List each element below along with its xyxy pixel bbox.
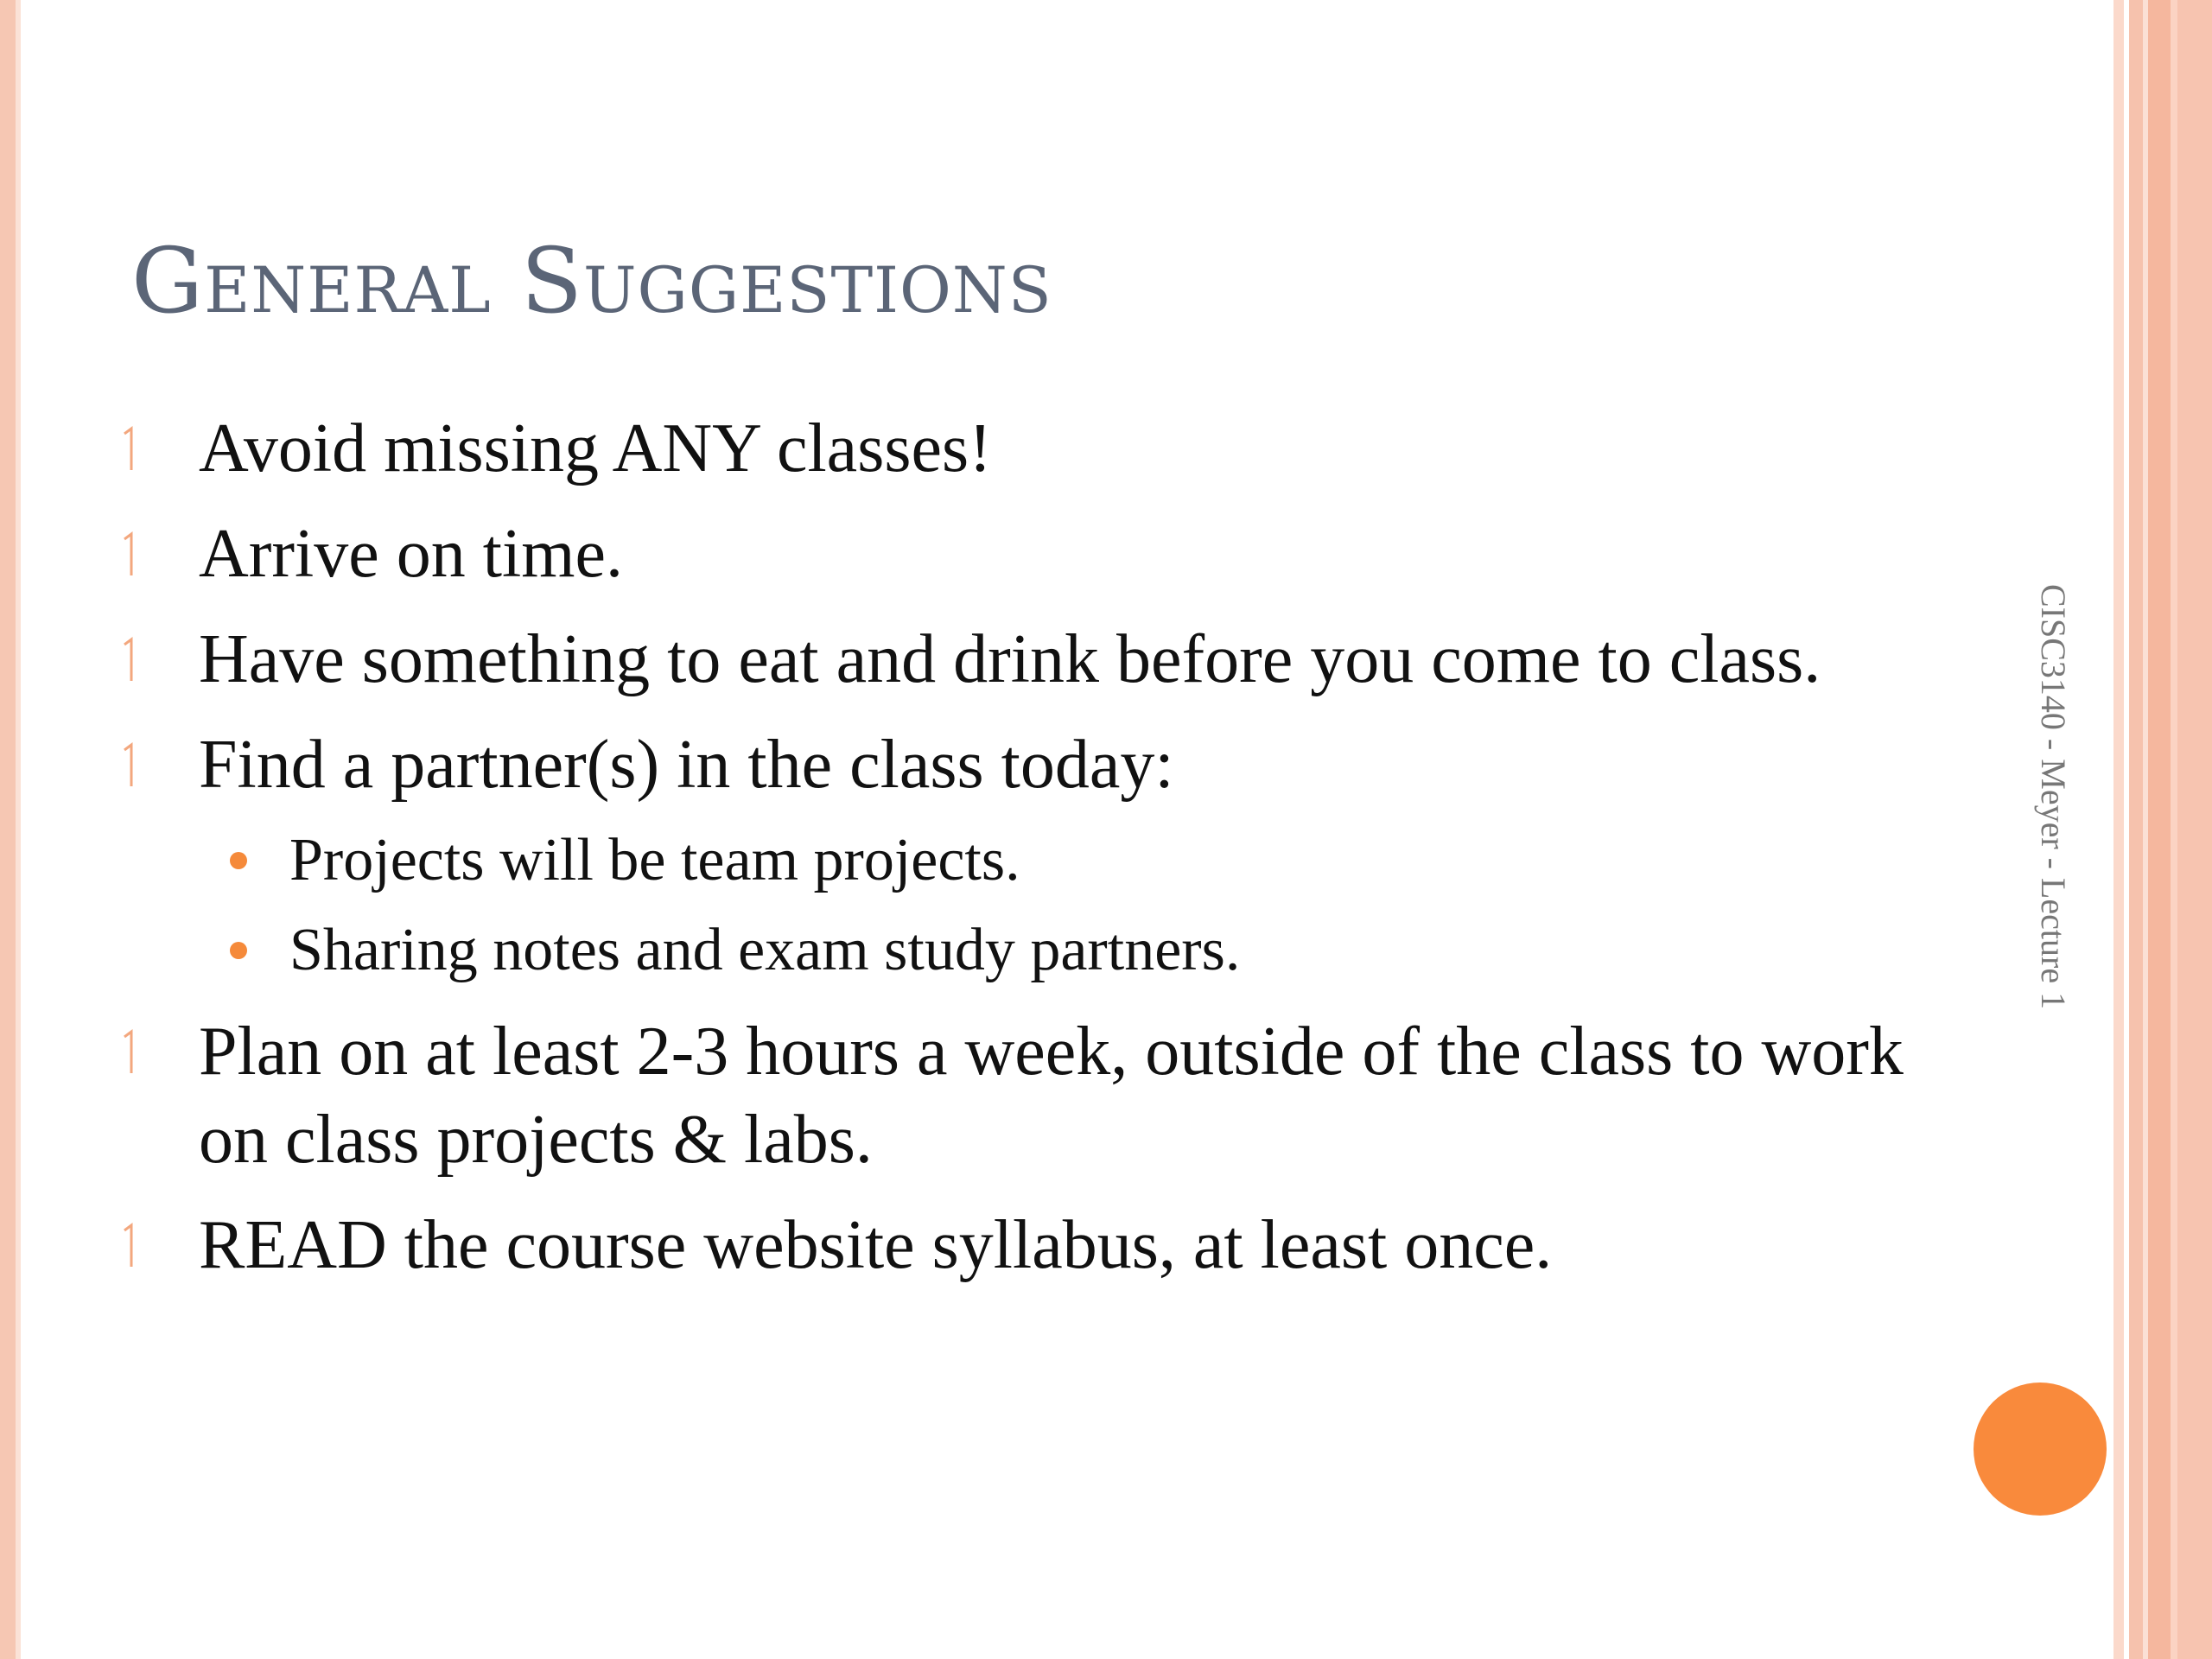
slide-title: General Suggestions <box>131 228 1052 334</box>
left-border <box>0 0 16 1659</box>
bullet-item <box>121 615 1953 703</box>
bullet-item <box>121 404 1953 493</box>
sub-bullet-item <box>121 911 1953 990</box>
bullet-list <box>121 404 1953 1306</box>
sub-bullet-text: Projects will be team projects. <box>289 827 1020 893</box>
right-stripe <box>2129 0 2143 1659</box>
right-stripe <box>2113 0 2124 1659</box>
sub-bullet-item <box>121 821 1953 900</box>
bullet-text: Arrive on time. <box>199 516 623 592</box>
bullet-text: READ the course website syllabus, at least once. <box>199 1207 1553 1283</box>
right-stripe <box>2171 0 2177 1659</box>
right-stripe <box>2148 0 2171 1659</box>
right-stripe <box>2177 0 2212 1659</box>
bullet-marker-icon <box>121 1222 137 1270</box>
decorative-circle <box>1974 1382 2107 1516</box>
bullet-text: Plan on at least 2-3 hours a week, outside of the class to work on class projects & labs. <box>199 1014 1904 1178</box>
sub-bullet-list <box>121 821 1953 990</box>
bullet-marker-icon <box>121 636 137 684</box>
bullet-item <box>121 1007 1953 1184</box>
bullet-marker-icon <box>121 531 137 579</box>
bullet-item <box>121 510 1953 598</box>
sub-bullet-dot-icon <box>230 942 247 959</box>
left-border-inner <box>16 0 21 1659</box>
bullet-text: Find a partner(s) in the class today: <box>199 727 1174 803</box>
bullet-text: Avoid missing ANY classes! <box>199 410 992 486</box>
bullet-marker-icon <box>121 1028 137 1077</box>
side-footer-label: CISC3140 - Meyer - Lecture 1 <box>2034 584 2073 1010</box>
bullet-marker-icon <box>121 741 137 790</box>
bullet-text: Have something to eat and drink before you come to class. <box>199 621 1821 697</box>
bullet-item <box>121 721 1953 809</box>
sub-bullet-text: Sharing notes and exam study partners. <box>289 917 1241 983</box>
sub-bullet-dot-icon <box>230 852 247 869</box>
bullet-marker-icon <box>121 425 137 474</box>
bullet-item <box>121 1201 1953 1289</box>
